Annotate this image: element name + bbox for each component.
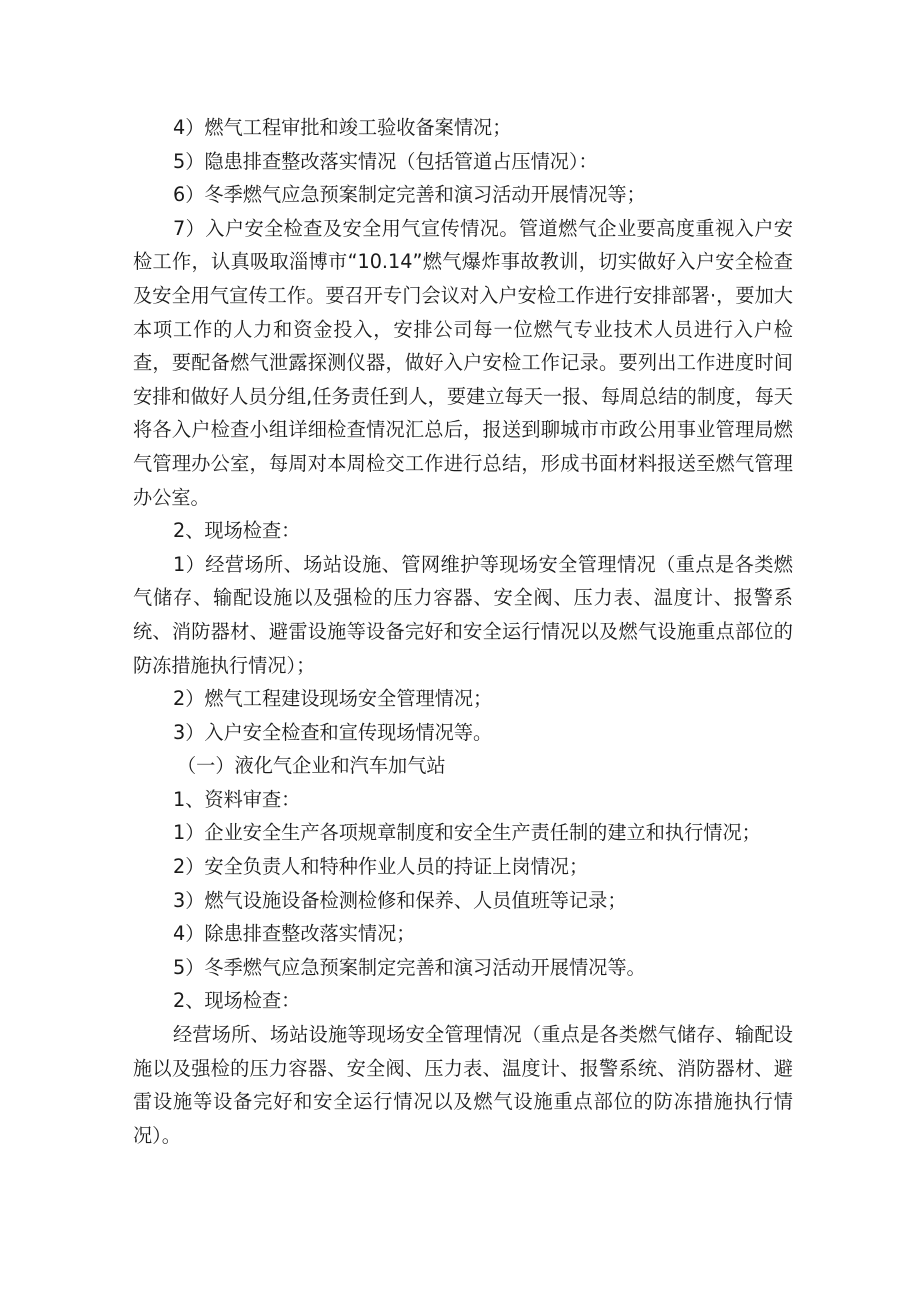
item-6-winter-emergency-plan: 6）冬季燃气应急预案制定完善和演习活动开展情况等； (173, 183, 646, 207)
site-item-3-household-inspection: 3）入户安全检查和宣传现场情况等。 (173, 720, 493, 744)
site-item-2-construction-sites: 2）燃气工程建设现场安全管理情况； (173, 687, 493, 711)
section-2-site-inspection-lpg: 2、现场检查： (173, 989, 301, 1013)
section-1-document-review: 1、资料审查： (173, 787, 301, 811)
document-body (133, 111, 793, 1152)
section-heading-lpg-stations: （一）液化气企业和汽车加气站 (177, 754, 446, 778)
site-item-1-operating-sites: 1）经营场所、场站设施、管网维护等现场安全管理情况（重点是各类燃气储存、输配设施以及强检的压力容器、安全阀、压力表、温度计、报警系统、消防器材、避雷设施等设备完好和安全运行情况以及燃气设施重点部位的防冻措施执行情况）； (133, 552, 793, 677)
item-7-household-safety-inspection: 7）入户安全检查及安全用气宣传情况。管道燃气企业要高度重视入户安检工作，认真吸取淄博市“10.14”燃气爆炸事故教训，切实做好入户安全检查及安全用气宣传工作。要召开专门会议对入户安检工作进行安排部署·，要加大本项工作的人力和资金投入，安排公司每一位燃气专业技术人员进行入户检查，要配备燃气泄露探测仪器，做好入户安检工作记录。要列出工作进度时间安排和做好人员分组,任务责任到人，要建立每天一报、每周总结的制度，每天将各入户检查小组详细检查情况汇总后，报送到聊城市市政公用事业管理局燃气管理办公室，每周对本周检交工作进行总结，形成书面材料报送至燃气管理办公室。 (133, 216, 793, 509)
item-4-construction-approval: 4）燃气工程审批和竣工验收备案情况； (173, 116, 512, 139)
item-5-hazard-rectification: 5）隐患排查整改落实情况（包括管道占压情况）： (173, 149, 598, 173)
section-2-site-inspection: 2、现场检查： (173, 519, 301, 543)
review-item-2-certification: 2）安全负责人和特种作业人员的持证上岗情况； (173, 855, 589, 879)
review-item-1-rules: 1）企业安全生产各项规章制度和安全生产责任制的建立和执行情况； (173, 821, 761, 845)
lpg-site-inspection-details: 经营场所、场站设施等现场安全管理情况（重点是各类燃气储存、输配设施以及强检的压力容器、安全阀、压力表、温度计、报警系统、消防器材、避雷设施等设备完好和安全运行情况以及燃气设施重点部位的防冻措施执行情况）。 (133, 1023, 793, 1147)
review-item-4-hazard-rectification: 4）除患排查整改落实情况； (173, 922, 416, 946)
review-item-5-winter-emergency-plan: 5）冬季燃气应急预案制定完善和演习活动开展情况等。 (173, 955, 646, 979)
review-item-3-maintenance-records: 3）燃气设施设备检测检修和保养、人员值班等记录； (173, 888, 627, 912)
